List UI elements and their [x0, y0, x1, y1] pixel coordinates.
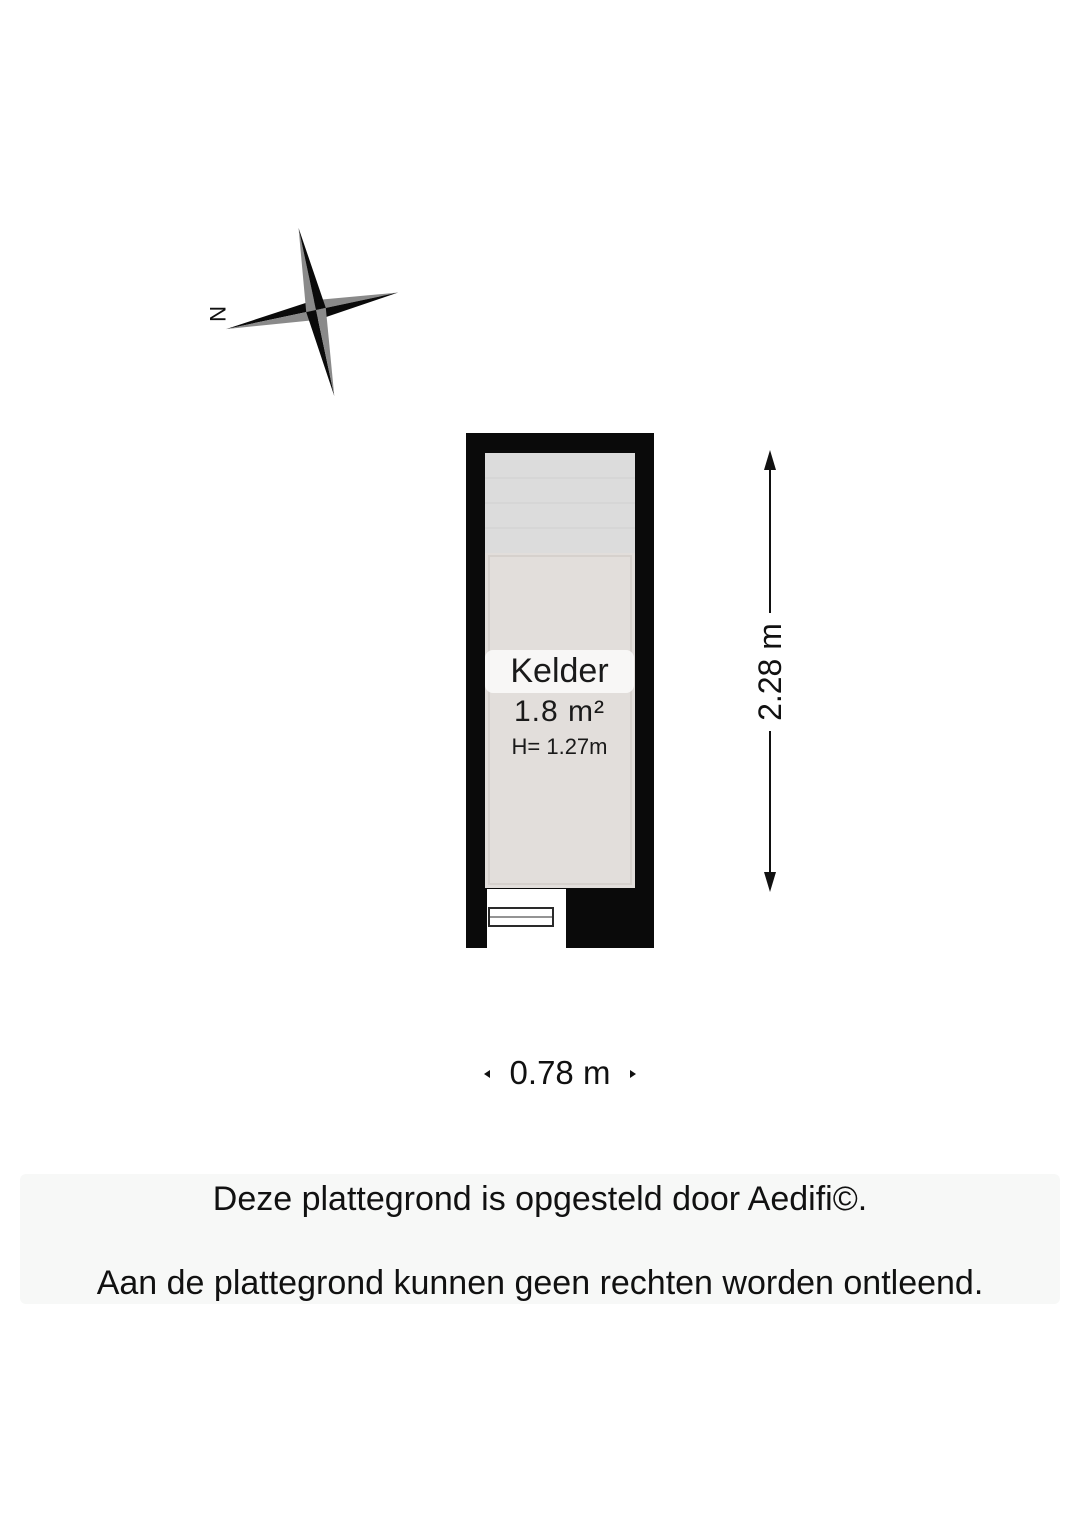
wall-block: [566, 889, 654, 948]
room-height: H= 1.27m: [511, 734, 608, 759]
vertical-dimension-label: 2.28 m: [750, 613, 790, 731]
north-label: N: [205, 306, 230, 322]
hatch-opening: [487, 889, 566, 948]
room-area: 1.8 m²: [513, 695, 606, 728]
room-name: Kelder: [510, 652, 609, 690]
disclaimer-box: [20, 1174, 1060, 1304]
compass-icon: [190, 218, 410, 408]
disclaimer-line-2: Aan de plattegrond kunnen geen rechten worden ontleend.: [96, 1264, 984, 1302]
horizontal-dimension-label: 0.78 m: [498, 1053, 622, 1093]
disclaimer-line-1: Deze plattegrond is opgesteld door Aedifi©.: [212, 1180, 868, 1218]
